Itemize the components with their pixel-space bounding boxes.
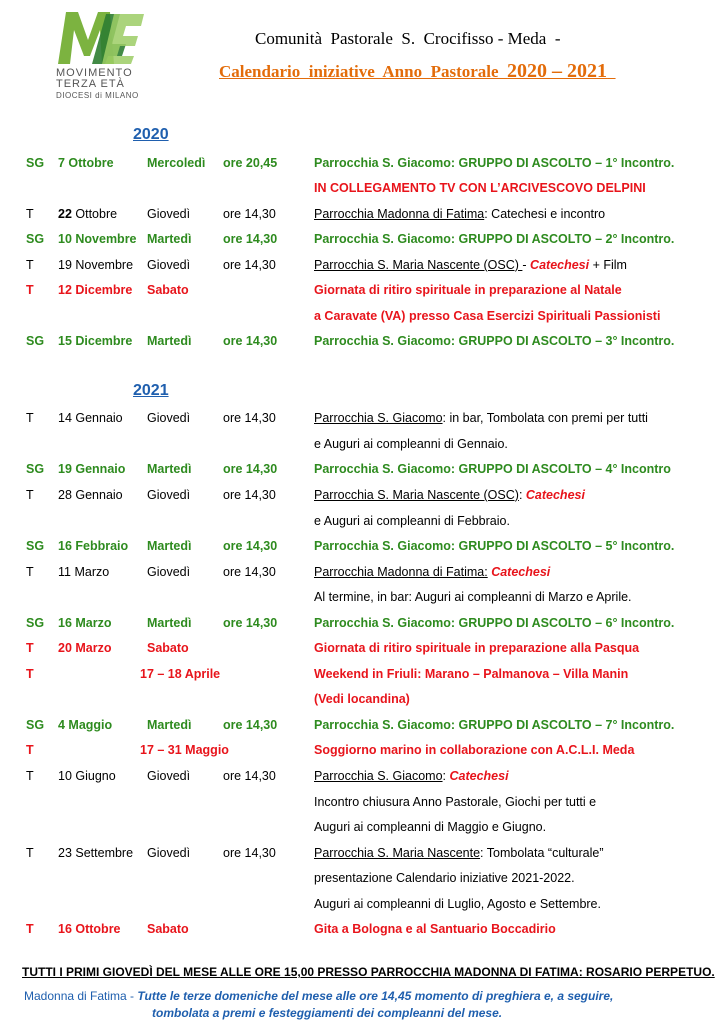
row-description: Incontro chiusura Anno Pastorale, Giochi per tutti e [314,795,597,809]
logo-mte-icon [56,10,148,66]
row-day: Martedì [147,539,192,553]
row-date: 14 Gennaio [58,411,123,425]
row-time: ore 14,30 [223,539,278,553]
subtitle-text: Calendario iniziative Anno Pastorale [219,62,508,81]
table-row [0,820,717,840]
table-row [0,156,717,176]
row-code: T [26,207,34,221]
page-title: Comunità Pastorale S. Crocifisso - Meda - [255,29,561,48]
row-date: 20 Marzo [58,641,112,655]
row-time: ore 14,30 [223,411,276,425]
table-row [0,462,717,482]
table-row [0,922,717,942]
row-code: T [26,283,34,297]
row-description: e Auguri ai compleanni di Gennaio. [314,437,508,451]
year-heading-2020: 2020 [133,126,169,143]
row-code: SG [26,616,45,630]
row-date: 19 Gennaio [58,462,126,476]
table-row [0,616,717,636]
subtitle-year: 2020 – 2021 [507,60,608,82]
table-row [0,437,717,457]
table-row [0,641,717,661]
row-date: 22 Ottobre [58,207,118,221]
page-subtitle [219,60,616,83]
year-heading-2021: 2021 [133,382,169,399]
table-row [0,181,717,201]
row-description: Giornata di ritiro spirituale in preparazione al Natale [314,283,622,297]
row-time: ore 14,30 [223,488,276,502]
row-time: ore 20,45 [223,156,278,170]
row-description: Parrocchia S. Giacomo: GRUPPO DI ASCOLTO – 3° Incontro. [314,334,675,348]
row-description: a Caravate (VA) presso Casa Esercizi Spirituali Passionisti [314,309,661,323]
row-date: 16 Ottobre [58,922,121,936]
table-row [0,539,717,559]
row-day: Martedì [147,232,192,246]
row-time: ore 14,30 [223,565,276,579]
row-code: T [26,488,34,502]
row-code: SG [26,334,45,348]
row-description: Parrocchia Madonna di Fatima: Catechesi e incontro [314,207,606,221]
logo-line-2: TERZA ETÀ [56,78,125,90]
footer-fatima-text: Tutte le terze domeniche del mese alle ore 14,45 momento di preghiera e, a seguire, [137,989,614,1003]
row-day: Martedì [147,616,192,630]
row-date: 23 Settembre [58,846,134,860]
row-code: T [26,565,34,579]
row-description: (Vedi locandina) [314,692,410,706]
logo [56,10,148,98]
row-code: T [26,258,34,272]
table-row [0,846,717,866]
row-time: ore 14,30 [223,846,276,860]
table-row [0,514,717,534]
table-row [0,488,717,508]
row-day: Martedì [147,462,192,476]
footer-fatima-note [24,989,613,1003]
table-row [0,309,717,329]
row-day: Giovedì [147,207,191,221]
row-day: Martedì [147,334,192,348]
table-row [0,897,717,917]
row-description: Parrocchia S. Maria Nascente: Tombolata “culturale” [314,846,604,860]
row-day: 17 – 18 Aprile [140,667,221,681]
row-date: 15 Dicembre [58,334,133,348]
table-row [0,718,717,738]
table-row [0,667,717,687]
row-day: 17 – 31 Maggio [140,743,229,757]
row-day: Sabato [147,283,189,297]
row-time: ore 14,30 [223,207,276,221]
row-description: Parrocchia S. Maria Nascente (OSC) - Catechesi + Film [314,258,627,272]
row-description: Auguri ai compleanni di Luglio, Agosto e Settembre. [314,897,601,911]
row-day: Martedì [147,718,192,732]
row-date: 11 Marzo [58,565,110,579]
row-description: Parrocchia S. Giacomo: GRUPPO DI ASCOLTO – 5° Incontro. [314,539,675,553]
row-code: SG [26,462,45,476]
row-day: Sabato [147,922,189,936]
row-description: Giornata di ritiro spirituale in preparazione alla Pasqua [314,641,640,655]
row-date: 4 Maggio [58,718,113,732]
row-description: IN COLLEGAMENTO TV CON L’ARCIVESCOVO DELPINI [314,181,646,195]
footer-fatima-label: Madonna di Fatima - [24,989,138,1003]
row-description: Al termine, in bar: Auguri ai compleanni di Marzo e Aprile. [314,590,632,604]
row-date: 19 Novembre [58,258,134,272]
row-description: Auguri ai compleanni di Maggio e Giugno. [314,820,547,834]
table-row [0,692,717,712]
row-day: Giovedì [147,258,191,272]
footer-rosary-note: TUTTI I PRIMI GIOVEDÌ DEL MESE ALLE ORE 15,00 PRESSO PARROCCHIA MADONNA DI FATIMA: ROSARIO PERPETUO. [22,965,715,979]
table-row [0,871,717,891]
table-row [0,258,717,278]
row-date: 28 Gennaio [58,488,123,502]
row-code: SG [26,539,45,553]
row-code: T [26,411,34,425]
row-description: Gita a Bologna e al Santuario Boccadirio [314,922,556,936]
table-row [0,565,717,585]
row-date: 10 Novembre [58,232,137,246]
row-code: T [26,743,34,757]
row-code: SG [26,156,45,170]
row-code: T [26,922,34,936]
row-description: Parrocchia Madonna di Fatima: Catechesi [314,565,551,579]
row-description: Parrocchia S. Maria Nascente (OSC): Catechesi [314,488,585,502]
table-row [0,334,717,354]
row-date: 10 Giugno [58,769,116,783]
row-time: ore 14,30 [223,232,278,246]
row-day: Giovedì [147,769,191,783]
row-description: Parrocchia S. Giacomo: GRUPPO DI ASCOLTO – 7° Incontro. [314,718,675,732]
table-row [0,232,717,252]
row-date: 16 Febbraio [58,539,129,553]
row-time: ore 14,30 [223,462,278,476]
row-description: Soggiorno marino in collaborazione con A.C.L.I. Meda [314,743,635,757]
row-description: presentazione Calendario iniziative 2021-2022. [314,871,575,885]
table-row [0,590,717,610]
logo-line-3: DIOCESI di MILANO [56,91,139,100]
row-day: Giovedì [147,411,191,425]
table-row [0,743,717,763]
row-time: ore 14,30 [223,769,276,783]
row-time: ore 14,30 [223,258,276,272]
row-description: Parrocchia S. Giacomo: GRUPPO DI ASCOLTO – 6° Incontro. [314,616,675,630]
row-description: Parrocchia S. Giacomo: Catechesi [314,769,509,783]
row-description: Parrocchia S. Giacomo: GRUPPO DI ASCOLTO – 4° Incontro [314,462,671,476]
table-row [0,795,717,815]
row-time: ore 14,30 [223,334,278,348]
row-date: 12 Dicembre [58,283,133,297]
row-code: T [26,769,34,783]
row-description: Parrocchia S. Giacomo: GRUPPO DI ASCOLTO – 1° Incontro. [314,156,675,170]
row-code: SG [26,718,45,732]
logo-line-1: MOVIMENTO [56,67,133,79]
row-day: Giovedì [147,488,191,502]
table-row [0,769,717,789]
footer-fatima-note-2: tombolata a premi e festeggiamenti dei compleanni del mese. [152,1006,503,1020]
table-row [0,207,717,227]
row-code: T [26,846,34,860]
row-day: Sabato [147,641,189,655]
table-row [0,411,717,431]
row-code: T [26,641,34,655]
row-description: Parrocchia S. Giacomo: in bar, Tombolata con premi per tutti [314,411,648,425]
row-time: ore 14,30 [223,616,278,630]
row-description: Parrocchia S. Giacomo: GRUPPO DI ASCOLTO – 2° Incontro. [314,232,675,246]
row-time: ore 14,30 [223,718,278,732]
row-code: T [26,667,34,681]
row-description: Weekend in Friuli: Marano – Palmanova – Villa Manin [314,667,629,681]
row-description: e Auguri ai compleanni di Febbraio. [314,514,510,528]
row-date: 16 Marzo [58,616,112,630]
row-day: Mercoledì [147,156,206,170]
table-row [0,283,717,303]
row-code: SG [26,232,45,246]
row-day: Giovedì [147,565,191,579]
row-date: 7 Ottobre [58,156,114,170]
row-day: Giovedì [147,846,191,860]
